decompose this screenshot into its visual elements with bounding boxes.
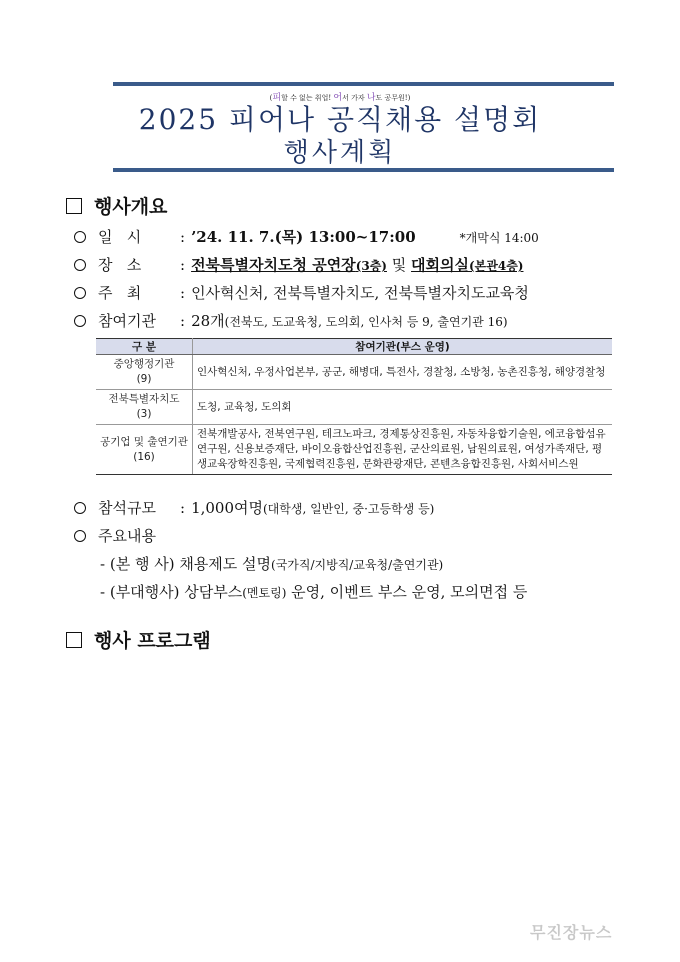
item-note: *개막식 14:00 <box>459 231 539 245</box>
item-label: 주 최 <box>98 284 142 302</box>
item-value: ’24. 11. 7.(목) 13:00~17:00 <box>191 228 416 246</box>
content-item: - (본 행 사) 채용제도 설명(국가직/지방직/교육청/출연기관) <box>100 555 444 573</box>
place-b: 대회의실 <box>411 256 469 274</box>
circle-bullet-icon <box>74 315 86 327</box>
circle-bullet-icon <box>74 231 86 243</box>
table-cell-orgs: 전북개발공사, 전북연구원, 테크노파크, 경제통상진흥원, 자동차융합기술원, 에코융합섬유연구원, 신용보증재단, 바이오융합산업진흥원, 군산의료원, 남원의료원, 여성가족재단, 평생교육장학진흥원, 국제협력진흥원, 문화관광재단, 콘텐츠융합진흥원, 사회서비스원 <box>193 425 613 475</box>
table-cell-category: 중앙행정기관 (9) <box>96 355 193 390</box>
item-value: 인사혁신처, 전북특별자치도, 전북특별자치도교육청 <box>191 284 529 302</box>
item-label: 주요내용 <box>98 527 156 545</box>
table-header-row <box>96 339 612 355</box>
overview-participants: 참여기관 : 28개 (전북도, 도교육청, 도의회, 인사처 등 9, 출연기관 16) <box>74 310 508 331</box>
table-cell-orgs: 도청, 교육청, 도의회 <box>193 390 613 425</box>
table-cell-category: 전북특별자치도 (3) <box>96 390 193 425</box>
participants-table <box>96 338 612 475</box>
section-program <box>66 626 211 653</box>
header-top-rule <box>113 82 614 86</box>
header-bottom-rule <box>113 168 614 172</box>
place-a: 전북특별자치도청 공연장 <box>191 256 356 274</box>
slogan: (피할 수 없는 취업! 어서 가자 나도 공무원!) <box>269 93 411 103</box>
item-label: 참석규모 <box>98 499 156 517</box>
item-label: 일 시 <box>98 228 142 246</box>
watermark: 무진장뉴스 <box>530 923 613 942</box>
overview-scale: 참석규모 : 1,000여명 (대학생, 일반인, 중·고등학생 등) <box>74 497 434 518</box>
checkbox-square-icon <box>66 198 82 214</box>
table-row <box>96 355 612 390</box>
checkbox-square-icon <box>66 632 82 648</box>
circle-bullet-icon <box>74 287 86 299</box>
circle-bullet-icon <box>74 530 86 542</box>
overview-contents <box>74 525 156 546</box>
overview-place: 장 소 : 전북특별자치도청 공연장 (3층) 및 대회의실 (본관4층) <box>74 254 523 275</box>
table-header-category: 구 분 <box>96 339 193 355</box>
item-note: (대학생, 일반인, 중·고등학생 등) <box>263 502 435 516</box>
page-subtitle: 행사계획 <box>283 138 397 168</box>
table-header-orgs: 참여기관(부스 운영) <box>193 339 613 355</box>
item-label: 장 소 <box>98 256 142 274</box>
table-cell-orgs: 인사혁신처, 우정사업본부, 공군, 해병대, 특전사, 경찰청, 소방청, 농촌진흥청, 해양경찰청 <box>193 355 613 390</box>
circle-bullet-icon <box>74 502 86 514</box>
overview-date: 일 시 : ’24. 11. 7.(목) 13:00~17:00 *개막식 14:00 <box>74 226 539 247</box>
section-title: 행사 프로그램 <box>94 630 211 652</box>
circle-bullet-icon <box>74 259 86 271</box>
overview-host: 주 최 : 인사혁신처, 전북특별자치도, 전북특별자치도교육청 <box>74 282 529 303</box>
item-value: 1,000여명 <box>191 499 263 517</box>
item-value: 28개 <box>191 312 225 330</box>
table-cell-category: 공기업 및 출연기관 (16) <box>96 425 193 475</box>
table-row <box>96 425 612 475</box>
table-row <box>96 390 612 425</box>
item-note: (전북도, 도교육청, 도의회, 인사처 등 9, 출연기관 16) <box>224 315 508 329</box>
content-item: - (부대행사) 상담부스(멘토링) 운영, 이벤트 부스 운영, 모의면접 등 <box>100 583 528 601</box>
section-title: 행사개요 <box>94 196 168 218</box>
item-label: 참여기관 <box>98 312 156 330</box>
page-title: 2025 피어나 공직채용 설명회 <box>138 103 542 136</box>
section-overview <box>66 192 167 219</box>
